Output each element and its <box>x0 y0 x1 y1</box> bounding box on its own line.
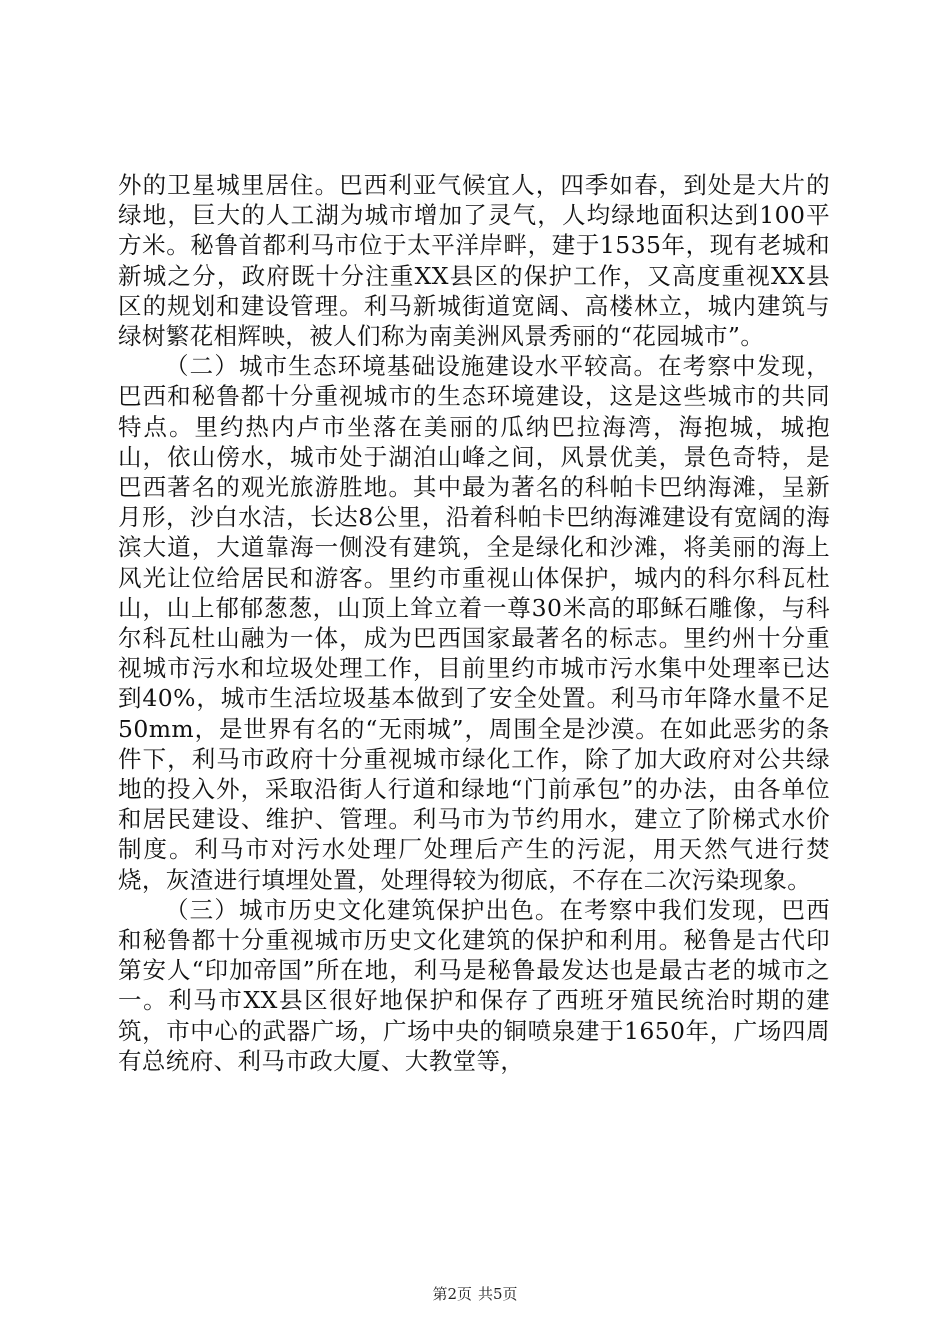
page-total: 共5页 <box>478 1285 518 1303</box>
paragraph-continuation: 外的卫星城里居住。巴西利亚气候宜人，四季如春，到处是大片的绿地，巨大的人工湖为城市增加了灵气，人均绿地面积达到100平方米。秘鲁首都利马市位于太平洋岸畔，建于1535年，现有老城和新城之分，政府既十分注重XX县区的保护工作，又高度重视XX县区的规划和建设管理。利马新城街道宽阔、高楼林立，城内建筑与绿树繁花相辉映，被人们称为南美洲风景秀丽的“花园城市”。 <box>118 171 830 351</box>
page-footer <box>0 1283 950 1304</box>
document-body <box>118 170 830 1076</box>
page-number: 第2页 <box>432 1285 472 1303</box>
paragraph-ecology: （二）城市生态环境基础设施建设水平较高。在考察中发现，巴西和秘鲁都十分重视城市的生态环境建设，这是这些城市的共同特点。里约热内卢市坐落在美丽的瓜纳巴拉海湾，海抱城，城抱山，依山傍水，城市处于湖泊山峰之间，风景优美，景色奇特，是巴西著名的观光旅游胜地。其中最为著名的科帕卡巴纳海滩，呈新月形，沙白水洁，长达8公里，沿着科帕卡巴纳海滩建设有宽阔的海滨大道，大道靠海一侧没有建筑，全是绿化和沙滩，将美丽的海上风光让位给居民和游客。里约市重视山体保护，城内的科尔科瓦杜山，山上郁郁葱葱，山顶上耸立着一尊30米高的耶稣石雕像，与科尔科瓦杜山融为一体，成为巴西国家最著名的标志。里约州十分重视城市污水和垃圾处理工作，目前里约市城市污水集中处理率已达到40%，城市生活垃圾基本做到了安全处置。利马市年降水量不足50mm，是世界有名的“无雨城”，周围全是沙漠。在如此恶劣的条件下，利马市政府十分重视城市绿化工作，除了加大政府对公共绿地的投入外，采取沿街人行道和绿地“门前承包”的办法，由各单位和居民建设、维护、管理。利马市为节约用水，建立了阶梯式水价制度。利马市对污水处理厂处理后产生的污泥，用天然气进行焚烧，灰渣进行填埋处置，处理得较为彻底，不存在二次污染现象。 <box>118 352 830 894</box>
paragraph-heritage: （三）城市历史文化建筑保护出色。在考察中我们发现，巴西和秘鲁都十分重视城市历史文化建筑的保护和利用。秘鲁是古代印第安人“印加帝国”所在地，利马是秘鲁最发达也是最古老的城市之一。利马市XX县区很好地保护和保存了西班牙殖民统治时期的建筑，市中心的武器广场，广场中央的铜喷泉建于1650年，广场四周有总统府、利马市政大厦、大教堂等， <box>118 895 830 1075</box>
